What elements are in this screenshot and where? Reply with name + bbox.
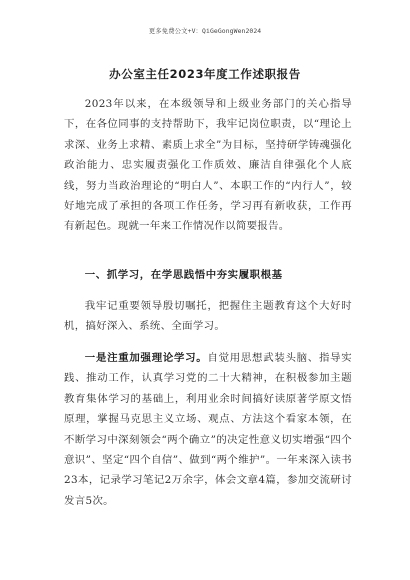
subsection-paragraph (64, 348, 352, 511)
header-note: 更多免费公文+V：QiGeGongWen2024 (148, 27, 262, 35)
section-paragraph: 我牢记重要领导殷切嘱托，把握住主题教育这个大好时机，搞好深入、系统、全面学习。 (64, 300, 352, 333)
intro-paragraph: 2023年以来，在本级领导和上级业务部门的关心指导下，在各位同事的支持帮助下，我牢记岗位职责，以“理论上求深、业务上求精、素质上求全”为目标，坚持研学铸魂强化政治能力、忠实履责强化工作质效、廉洁自律强化个人底线，努力当政治理论的“明白人”、本职工作的“内行人”，较好地完成了承担的各项工作任务，学习再有新收获，工作再有新起色。现就一年来工作情况作以简要报告。 (64, 98, 352, 233)
subsection-body: 自觉用思想武装头脑、指导实践、推动工作，认真学习党的二十大精神，在积极参加主题教育集体学习的基础上，利用业余时间搞好读原著学原文悟原理，掌握马克思主义立场、观点、方法这个看家本领，在不断学习中深刻领会“两个确立”的决定性意义切实增强“四个意识”、坚定“四个自信”、做到“两个维护”。一年来深入读书23本，记录学习笔记2万余字，体会文章4篇，参加交流研讨发言5次。 (64, 352, 352, 507)
subsection-lead: 一是注重加强理论学习。 (84, 352, 208, 364)
section-heading: 一、抓学习，在学思践悟中夯实履职根基 (84, 269, 283, 281)
document-title: 办公室主任2023年度工作述职报告 (109, 67, 301, 81)
